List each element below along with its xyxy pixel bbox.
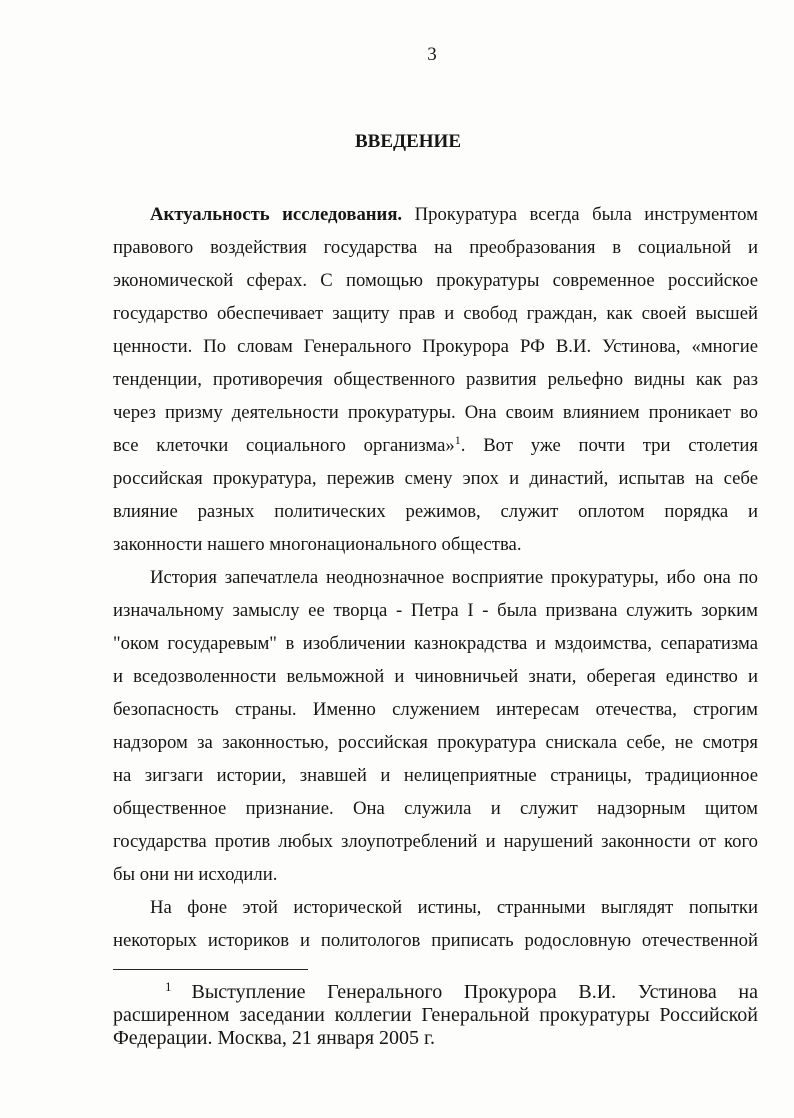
body-line: ценности. По словам Генерального Прокурора РФ В.И. Устинова, «многие [113,336,758,357]
paragraph-history [113,561,758,891]
footnote-marker: 1 [165,979,172,994]
body-line: и вседозволенности вельможной и чиновничьей знати, оберегая единство и [113,666,758,687]
body-line: История запечатлела неоднозначное восприятие прокуратуры, ибо она по [150,567,758,588]
footnote-reference: 1 [454,433,461,447]
body-line: государства против любых злоупотреблений и нарушений законности от кого [113,831,758,852]
body-line [113,429,758,462]
body-line: законности нашего многонационального общества. [113,534,522,555]
body-line: безопасность страны. Именно служением интересам отечества, строгим [113,699,758,720]
body-line: общественное признание. Она служила и служит надзорным щитом [113,798,758,819]
page-number: 3 [427,44,437,65]
body-line: "оком государевым" в изобличении казнокрадства и мздоимства, сепаратизма [113,633,758,654]
body-line: государство обеспечивает защиту прав и свобод граждан, как своей высшей [113,303,758,324]
line-text: . Вот уже почти три столетия [460,435,758,456]
body-line: На фоне этой исторической истины, странными выглядят попытки [150,897,758,918]
body-text [113,198,758,957]
body-line: изначальному замыслу ее творца - Петра I - была призвана служить зорким [113,600,758,621]
body-line: российская прокуратура, пережив смену эпох и династий, испытав на себе [113,468,758,489]
body-line: экономической сферах. С помощью прокуратуры современное российское [113,270,758,291]
lead-phrase: Актуальность исследования. [150,204,403,225]
body-line: бы они ни исходили. [113,864,278,885]
footnote-line: расширенном заседании коллегии Генеральной прокуратуры Российской [113,1004,758,1026]
body-line: влияние разных политических режимов, служит оплотом порядка и [113,501,758,522]
paragraph-background [113,891,758,957]
body-line: надзором за законностью, российская прокуратура снискала себе, не смотря [113,732,758,753]
body-line: через призму деятельности прокуратуры. Она своим влиянием проникает во [113,402,758,423]
body-line: тенденции, противоречия общественного развития рельефно видны как раз [113,369,758,390]
line-text: все клеточки социального организма» [113,435,455,456]
paragraph-relevance [113,198,758,561]
footnote [113,981,758,1050]
body-line: на зигзаги истории, знавшей и нелицеприятные страницы, традиционное [113,765,758,786]
line-text: Выступление Генерального Прокурора В.И. Устинова на [191,981,758,1003]
footnote-separator [113,969,308,970]
body-line: правового воздействия государства на преобразования в социальной и [113,237,758,258]
footnote-line [113,981,758,1004]
footnote-line: Федерации. Москва, 21 января 2005 г. [113,1027,435,1049]
section-heading: ВВЕДЕНИЕ [355,131,461,152]
line-text: Прокуратура всегда была инструментом [402,204,758,225]
body-line: некоторых историков и политологов приписать родословную отечественной [113,930,758,951]
body-line [113,198,758,231]
